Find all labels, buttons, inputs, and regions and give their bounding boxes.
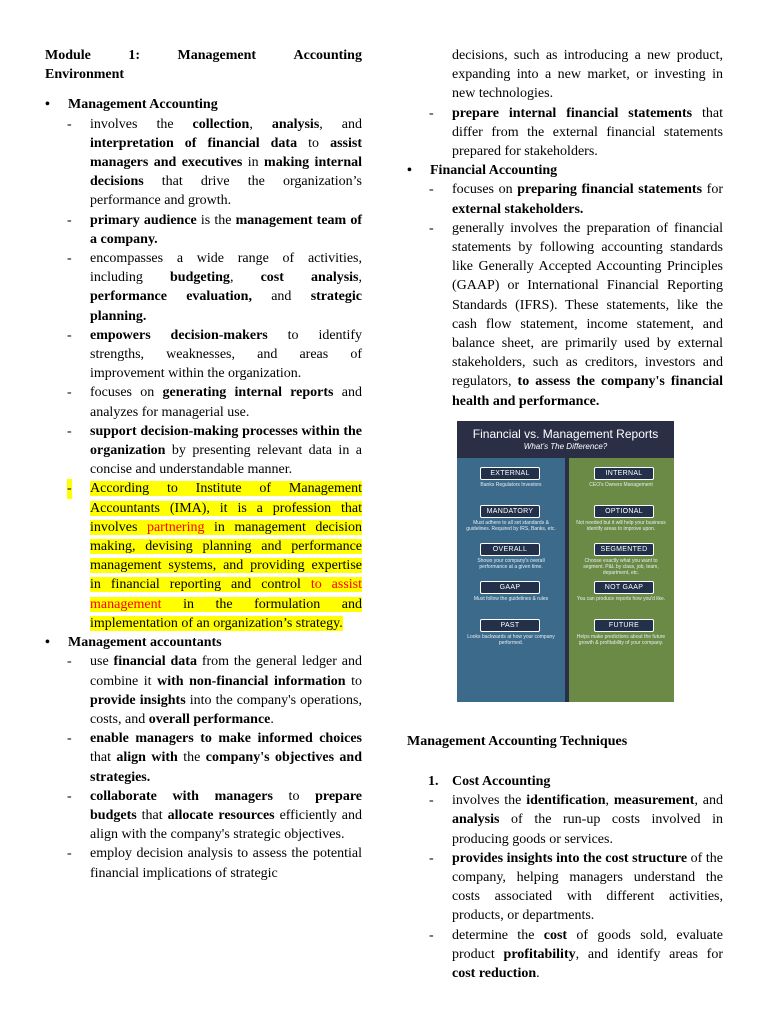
list-item [407, 104, 723, 162]
bold-text: align with [116, 750, 178, 766]
financial-accounting-list [407, 180, 723, 410]
bold-text: prepare internal financial statements [452, 105, 693, 121]
bold-text: analysis [452, 812, 500, 828]
text: use [90, 654, 114, 670]
management-accountants-list [45, 652, 362, 882]
text: efficiently and align with the company's strategic objectives. [90, 807, 362, 843]
bold-text: collection [192, 116, 250, 132]
list-item [45, 422, 362, 480]
list-item [45, 844, 362, 882]
title-word: Accounting [293, 48, 362, 63]
text: the [177, 750, 206, 766]
infographic-label-gaap: GAAP [480, 581, 540, 594]
text: of the run-up costs involved in producing goods or services. [452, 812, 723, 847]
text: that differ from the external financial statements prepared for stakeholders. [452, 105, 723, 160]
text: focuses on [452, 182, 518, 198]
infographic-note: Helps make predictions about the future growth & profitability of your company. [576, 633, 666, 646]
bold-text: allocate resources [167, 807, 275, 823]
bold-text: provide insights [90, 692, 186, 708]
list-item-ima-definition [45, 479, 362, 633]
bold-text: cost reduction [452, 966, 537, 982]
bold-text: analysis [271, 116, 320, 132]
dash-marker: - [67, 846, 72, 862]
infographic-label-internal: INTERNAL [594, 467, 654, 480]
dash-marker: - [429, 927, 434, 943]
bold-text: support decision-making processes within the organization [90, 423, 362, 459]
text: into the company's operations, costs, and [90, 692, 362, 727]
text: , and [319, 116, 362, 132]
text: , [229, 270, 261, 286]
section-heading-management-accountants [45, 633, 362, 652]
list-item [45, 729, 362, 787]
list-item [407, 791, 723, 849]
bullet-icon: • [407, 163, 412, 179]
text: , [249, 116, 272, 132]
infographic-label-overall: OVERALL [480, 543, 540, 556]
text: and [251, 289, 311, 305]
list-item [45, 652, 362, 729]
financial-vs-management-infographic [457, 421, 674, 702]
infographic-label-external: EXTERNAL [480, 467, 540, 480]
infographic-note: Choose exactly what you want to segment. P&L by class, job, team, department, etc. [583, 557, 659, 576]
text: encompasses a wide range of activities, including [90, 251, 362, 286]
bold-text: strategic planning. [90, 289, 362, 324]
numbered-heading-cost-accounting [407, 772, 723, 791]
bold-text: management team of a company. [90, 212, 362, 247]
text: of goods sold, evaluate product [452, 927, 723, 962]
management-accounting-list [45, 115, 362, 480]
text: of the company, helping managers understand the costs associated with different activities, products, or departments. [452, 850, 723, 924]
bold-text: cost analysis [260, 270, 359, 286]
text: to [345, 673, 362, 689]
list-item [45, 211, 362, 249]
bold-text: financial data [113, 654, 197, 670]
bold-text: interpretation of financial data [90, 135, 298, 151]
assist-management-highlight: to assist management [90, 577, 362, 612]
left-column [45, 46, 362, 883]
infographic-note: You can produce reports how you'd like. [576, 595, 666, 602]
bold-text: to assess the company's financial health and performance. [452, 374, 724, 409]
numbered-heading-text: Cost Accounting [452, 774, 551, 790]
dash-marker: - [67, 116, 72, 132]
dash-marker: - [67, 251, 72, 267]
bold-text: preparing financial statements [517, 182, 703, 198]
section-heading-management-accounting [45, 95, 362, 114]
infographic-note: Looks backwards at how your company performed. [467, 633, 555, 646]
text: that [90, 750, 117, 766]
list-item [45, 249, 362, 326]
ima-definition-list [45, 479, 362, 633]
text: involves the [452, 793, 527, 809]
module-title [45, 46, 362, 84]
bold-text: primary audience [90, 212, 197, 228]
text: generally involves the preparation of financial statements by following accounting standards like Generally Accepted Accounting Principles (GAAP) or International Financial Reporting Standards (IFRS). These statements, like the cash flow statement, income statement, and balance sheet, are primarily used by external stakeholders, such as creditors, investors and regulators, [452, 220, 723, 390]
title-word: Module [45, 48, 91, 63]
bold-text: prepare budgets [90, 788, 362, 823]
dash-marker: - [429, 182, 434, 198]
section-heading-text: Financial Accounting [430, 163, 558, 179]
text: that [136, 807, 168, 823]
bold-text: making internal decisions [90, 155, 362, 190]
bold-text: empowers decision-makers [90, 327, 268, 343]
text: , and identify areas for [575, 946, 723, 962]
list-number: 1. [428, 774, 439, 790]
bold-text: provides insights into the cost structure [452, 850, 688, 866]
list-item [407, 849, 723, 926]
bold-text: profitability [503, 946, 576, 962]
text: . [270, 711, 274, 727]
dash-marker: - [67, 479, 72, 498]
list-item [45, 787, 362, 845]
text: to [272, 788, 316, 804]
infographic-note: Must follow the guidelines & rules [473, 595, 549, 602]
bold-text: company's objectives and strategies. [90, 750, 363, 785]
title-line-2: Environment [45, 67, 125, 83]
infographic-label-future: FUTURE [594, 619, 654, 632]
text: focuses on [90, 385, 163, 401]
bold-text: generating internal reports [162, 385, 334, 401]
infographic-label-optional: OPTIONAL [594, 505, 654, 518]
text: employ decision analysis to assess the potential financial implications of strategic [90, 846, 362, 881]
text: , [605, 793, 614, 809]
techniques-heading: Management Accounting Techniques [407, 733, 628, 749]
text: to identify strengths, weaknesses, and areas of improvement within the organization. [90, 327, 362, 382]
bold-text: with non-financial information [157, 673, 346, 689]
bold-text: identification [526, 793, 606, 809]
partnering-highlight: partnering [146, 519, 205, 535]
list-item [45, 326, 362, 384]
infographic-label-mandatory: MANDATORY [480, 505, 540, 518]
bold-text: overall performance [148, 711, 271, 727]
dash-marker: - [67, 212, 72, 228]
continued-text: decisions, such as introducing a new product, expanding into a new market, or investing in new technologies. [452, 48, 723, 102]
bullet-icon: • [45, 97, 50, 113]
text: to [297, 135, 331, 151]
list-item [407, 219, 723, 411]
dash-marker: - [429, 850, 434, 866]
bold-text: collaborate with managers [90, 788, 273, 804]
text: from the general ledger and combine it [90, 654, 362, 689]
cost-accounting-list [407, 791, 723, 983]
dash-marker: - [67, 788, 72, 804]
text: . [536, 966, 540, 982]
bold-text: budgeting [170, 270, 230, 286]
text: for [702, 182, 723, 198]
text: is the [196, 212, 236, 228]
section-heading-text: Management Accounting [68, 97, 218, 113]
dash-marker: - [67, 731, 72, 747]
text: and analyzes for managerial use. [90, 385, 362, 420]
text: that drive the organization’s performance and growth. [90, 174, 362, 209]
dash-marker: - [67, 423, 72, 439]
text: determine the [452, 927, 544, 943]
dash-marker: - [67, 385, 72, 401]
list-item [407, 180, 723, 218]
bold-text: assist managers and executives [90, 135, 362, 171]
list-item [45, 383, 362, 421]
infographic-management-column [569, 458, 674, 702]
infographic-title: Financial vs. Management Reports [472, 426, 659, 441]
ima-text: According to Institute of Management Accountants (IMA), it is a profession that involves partnering in management decision making, devising planning and performance management systems, and providing expertise in financial reporting and control to assist management in the formulation and implementation of an organization’s strategy. [90, 481, 362, 631]
bold-text: cost [543, 927, 568, 943]
dash-marker: - [429, 793, 434, 809]
text: in [242, 155, 265, 171]
title-word: Management [177, 48, 257, 63]
infographic-note: Must adhere to all set standards & guidelines. Required by IRS, Banks, etc. [466, 519, 556, 532]
infographic-note: Shows your company's overall performance at a given time. [477, 557, 545, 570]
infographic-financial-column [457, 458, 565, 702]
text: by presenting relevant data in a concise and understandable manner. [90, 443, 362, 478]
infographic-note: Banks Regulators Investors [480, 481, 542, 488]
dash-marker: - [67, 327, 72, 343]
bold-text: measurement [613, 793, 695, 809]
infographic-note: Not needed but it will help your business identify areas to improve upon. [576, 519, 666, 532]
dash-marker: - [67, 654, 72, 670]
title-word: 1: [128, 48, 141, 63]
infographic-note: CEO's Owners Management [589, 481, 653, 488]
bold-text: performance evaluation, [90, 289, 252, 305]
text: , [358, 270, 362, 286]
management-accountants-list-cont [407, 104, 723, 162]
bullet-icon: • [45, 635, 50, 651]
infographic-label-not-gaap: NOT GAAP [594, 581, 654, 594]
right-column [407, 46, 723, 983]
infographic-label-segmented: SEGMENTED [594, 543, 654, 556]
dash-marker: - [429, 105, 434, 121]
section-heading-financial-accounting [407, 161, 723, 180]
section-heading-text: Management accountants [68, 635, 222, 651]
infographic-subtitle: What’s The Difference? [523, 441, 608, 451]
bold-text: enable managers to make informed choices [90, 731, 362, 747]
list-item [45, 115, 362, 211]
list-item [407, 926, 723, 984]
dash-marker: - [429, 220, 434, 236]
text: , and [694, 793, 724, 809]
text: involves the [90, 116, 193, 132]
bold-text: external stakeholders. [452, 201, 584, 217]
infographic-label-past: PAST [480, 619, 540, 632]
